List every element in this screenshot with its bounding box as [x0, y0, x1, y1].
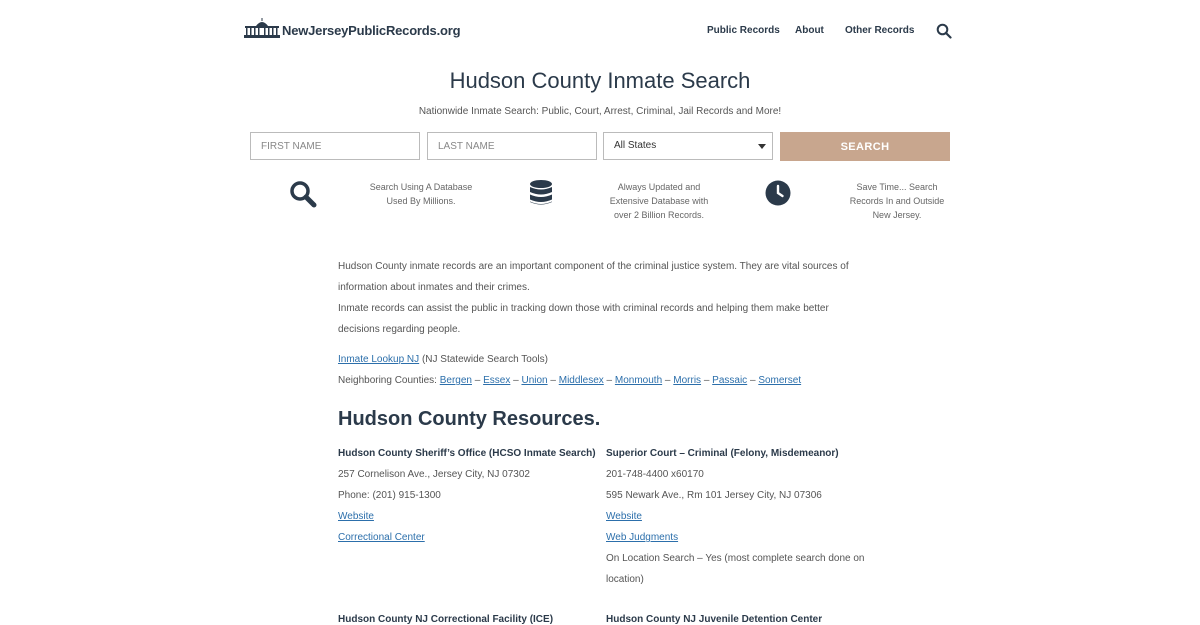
county-link[interactable]: Essex [483, 375, 511, 386]
sheriff-address: 257 Cornelison Ave., Jersey City, NJ 07302 [338, 469, 530, 480]
logo-text: NewJerseyPublicRecords.org [282, 23, 461, 38]
inmate-lookup-link[interactable]: Inmate Lookup NJ [338, 354, 420, 365]
capitol-building-icon [244, 18, 280, 38]
nav-other-records[interactable]: Other Records [845, 25, 915, 36]
database-icon [529, 180, 553, 206]
court-website-link[interactable]: Website [606, 511, 642, 522]
county-link[interactable]: Middlesex [558, 375, 604, 386]
page-subtitle: Nationwide Inmate Search: Public, Court, Arrest, Criminal, Jail Records and More! [418, 106, 782, 117]
county-link[interactable]: Monmouth [614, 375, 663, 386]
dropdown-caret-icon [758, 144, 766, 149]
county-link[interactable]: Union [521, 375, 548, 386]
intro-paragraph: Hudson County inmate records are an important component of the criminal justice system. They are vital sources of information about inmates and their crimes. [338, 261, 849, 293]
feature-text-time: Save Time... Search Records In and Outside New Jersey. [849, 182, 945, 220]
clock-icon [765, 180, 791, 206]
magnifier-icon [289, 180, 317, 208]
neighboring-label: Neighboring Counties: [338, 375, 437, 386]
state-select-value: All States [614, 140, 657, 151]
feature-text-search: Search Using A Database Used By Millions. [369, 182, 473, 206]
sheriff-website-link[interactable]: Website [338, 511, 374, 522]
county-link[interactable]: Somerset [758, 375, 802, 386]
neighboring-counties: Neighboring Counties: Bergen – Essex – Union – Middlesex – Monmouth – Morris – Passaic – Somerset [338, 375, 802, 386]
lookup-line-text: (NJ Statewide Search Tools) [421, 354, 548, 365]
county-link[interactable]: Bergen [439, 375, 472, 386]
court-search-note: On Location Search – Yes (most complete search done on location) [606, 553, 865, 585]
nav-about[interactable]: About [795, 25, 824, 36]
search-icon[interactable] [936, 23, 952, 39]
nav-public-records[interactable]: Public Records [707, 25, 780, 36]
correctional-facility-heading: Hudson County NJ Correctional Facility (ICE) [338, 614, 554, 625]
site-logo[interactable] [244, 18, 460, 38]
court-address: 595 Newark Ave., Rm 101 Jersey City, NJ 07306 [606, 490, 822, 501]
county-link[interactable]: Passaic [712, 375, 748, 386]
sheriff-phone: Phone: (201) 915-1300 [338, 490, 441, 501]
state-select[interactable] [603, 132, 773, 160]
first-name-input[interactable] [250, 132, 420, 160]
page-title: Hudson County Inmate Search [449, 68, 751, 93]
lookup-line [338, 354, 548, 365]
county-link[interactable]: Morris [673, 375, 702, 386]
last-name-input[interactable] [427, 132, 597, 160]
sheriff-office-heading: Hudson County Sheriff’s Office (HCSO Inmate Search) [338, 448, 596, 459]
court-phone: 201-748-4400 x60170 [606, 469, 704, 480]
web-judgments-link[interactable]: Web Judgments [606, 532, 679, 543]
superior-court-heading: Superior Court – Criminal (Felony, Misdemeanor) [606, 448, 839, 459]
feature-text-database: Always Updated and Extensive Database with over 2 Billion Records. [609, 182, 709, 220]
juvenile-center-heading: Hudson County NJ Juvenile Detention Center [606, 614, 823, 625]
resources-heading: Hudson County Resources. [338, 408, 601, 430]
correctional-center-link[interactable]: Correctional Center [338, 532, 425, 543]
records-paragraph: Inmate records can assist the public in tracking down those with criminal records and helping them make better decisions regarding people. [338, 303, 829, 335]
search-button[interactable]: SEARCH [780, 132, 950, 161]
